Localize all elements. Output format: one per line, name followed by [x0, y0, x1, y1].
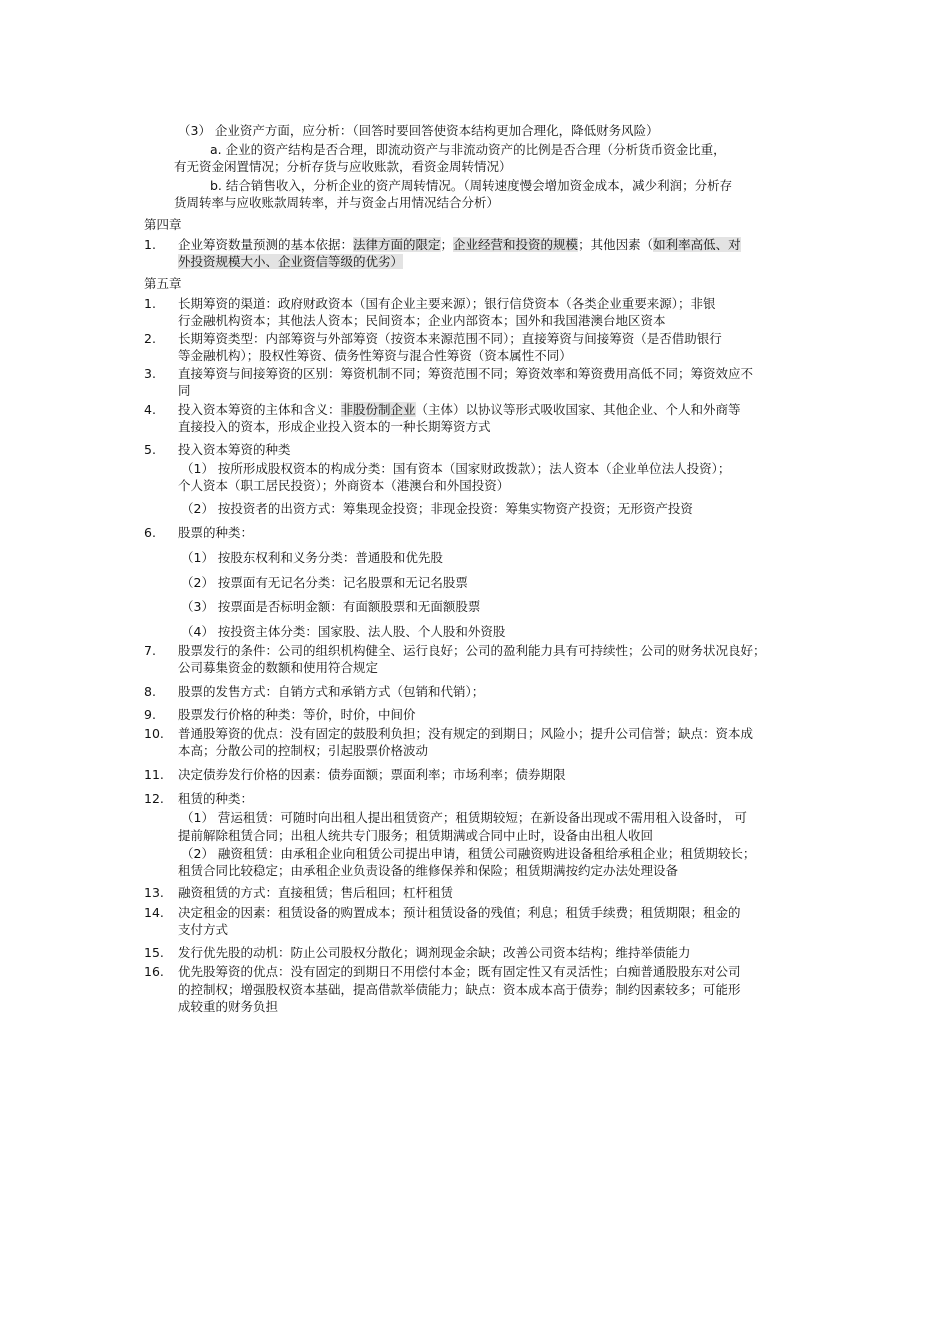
ch5-item-12-line1: 租赁的种类： [178, 791, 254, 806]
ch5-item-10-line2: 本高；分散公司的控制权；引起股票价格波动 [178, 743, 429, 758]
ch5-item-12-sub1-line2: 提前解除租赁合同；出租人统共专门服务；租赁期满或合同中止时，设备由出租人收回 [178, 828, 654, 843]
ch5-item-12-sub2-line1: （2） 融资租赁：由承租企业向租赁公司提出申请，租赁公司融资购进设备租给承租企业；租赁期较长； [181, 846, 756, 861]
ch5-item-8-line1: 股票的发售方式：自销方式和承销方式（包销和代销）； [178, 684, 485, 699]
ch4-text: 企业筹资数量预测的基本依据： [178, 237, 354, 252]
ch5-item-6-sub3: （3） 按票面是否标明金额：有面额股票和无面额股票 [181, 599, 481, 614]
ch5-item-number: 10. [144, 726, 164, 741]
ch5-item-2-line2: 等金融机构）；股权性筹资、债务性筹资与混合性筹资（资本属性不同） [178, 348, 572, 363]
ch5-item-number: 13. [144, 885, 164, 900]
ch5-item-4-line1 [178, 401, 741, 419]
ch5-item-16-line1: 优先股筹资的优点：没有固定的到期日不用偿付本金；既有固定性又有灵活性；白痴普通股股东对公司 [178, 964, 741, 979]
ch5-item-number: 5. [144, 442, 156, 457]
ch5-item-11-line1: 决定债券发行价格的因素：债券面额；票面利率；市场利率；债券期限 [178, 767, 566, 782]
ch5-item-number: 15. [144, 945, 164, 960]
chapter-5-title: 第五章 [144, 276, 182, 291]
ch5-item-number: 1. [144, 296, 156, 311]
ch5-item-number: 11. [144, 767, 164, 782]
ch5-item-9-line1: 股票发行价格的种类：等价，时价，中间价 [178, 707, 416, 722]
ch5-item-number: 7. [144, 643, 156, 658]
ch5-item-number: 8. [144, 684, 156, 699]
highlight-non-joint-stock: 非股份制企业 [340, 402, 416, 417]
ch4-item-1-line2 [178, 253, 403, 271]
ch5-item-5-sub1-line2: 个人资本（职工居民投资）；外商资本（港澳台和外国投资） [178, 478, 510, 493]
asset-analysis-a-line2: 有无资金闲置情况；分析存货与应收账款，看资金周转情况） [174, 159, 512, 174]
ch5-item-5-sub2: （2） 按投资者的出资方式：筹集现金投资；非现金投资：筹集实物资产投资；无形资产投资 [181, 501, 693, 516]
ch5-item-3-line2: 同 [178, 383, 191, 398]
asset-analysis-a-line1: a. 企业的资产结构是否合理，即流动资产与非流动资产的比例是否合理（分析货币资金比重， [210, 142, 726, 157]
ch5-text: （主体）以协议等形式吸收国家、其他企业、个人和外商等 [415, 402, 741, 417]
ch5-item-12-sub1-line1: （1） 营运租赁：可随时向出租人提出租赁资产；租赁期较短；在新设备出现或不需用租入设备时， 可 [181, 810, 747, 825]
ch4-text: ； [440, 237, 454, 252]
ch5-item-6-sub2: （2） 按票面有无记名分类：记名股票和无记名股票 [181, 575, 468, 590]
ch5-item-5-line1: 投入资本筹资的种类 [178, 442, 291, 457]
ch5-item-number: 3. [144, 366, 156, 381]
ch5-item-7-line2: 公司募集资金的数额和使用符合规定 [178, 660, 379, 675]
ch5-item-2-line1: 长期筹资类型：内部筹资与外部筹资（按资本来源范围不同）；直接筹资与间接筹资（是否借助银行 [178, 331, 722, 346]
ch5-item-1-line2: 行金融机构资本；其他法人资本；民间资本；企业内部资本；国外和我国港澳台地区资本 [178, 313, 666, 328]
ch5-item-number: 12. [144, 791, 164, 806]
ch5-item-13-line1: 融资租赁的方式：直接租赁；售后租回；杠杆租赁 [178, 885, 454, 900]
ch5-item-7-line1: 股票发行的条件：公司的组织机构健全、运行良好；公司的盈利能力具有可持续性；公司的财务状况良好； [178, 643, 766, 658]
ch5-item-number: 14. [144, 905, 164, 920]
ch5-item-number: 16. [144, 964, 164, 979]
ch5-item-6-sub4: （4） 按投资主体分类：国家股、法人股、个人股和外资股 [181, 624, 506, 639]
ch5-item-number: 9. [144, 707, 156, 722]
ch5-item-16-line2: 的控制权；增强股权资本基础，提高借款举债能力；缺点：资本成本高于债券；制约因素较多；可能形 [178, 982, 741, 997]
chapter-4-title: 第四章 [144, 217, 182, 232]
highlight-other-factors-cont: 外投资规模大小、企业资信等级的优劣） [178, 254, 404, 269]
ch4-item-1-number: 1. [144, 237, 156, 252]
ch5-text: 投入资本筹资的主体和含义： [178, 402, 341, 417]
asset-analysis-heading: （3） 企业资产方面，应分析：（回答时要回答使资本结构更加合理化，降低财务风险） [178, 123, 659, 138]
highlight-business-scale: 企业经营和投资的规模 [453, 237, 579, 252]
ch5-item-number: 4. [144, 402, 156, 417]
highlight-other-factors: 如利率高低、对 [653, 237, 741, 252]
ch5-item-number: 6. [144, 525, 156, 540]
ch5-item-12-sub2-line2: 租赁合同比较稳定；由承租企业负责设备的维修保养和保险；租赁期满按约定办法处理设备 [178, 863, 679, 878]
ch5-item-number: 2. [144, 331, 156, 346]
ch5-item-1-line1: 长期筹资的渠道：政府财政资本（国有企业主要来源）；银行信贷资本（各类企业重要来源）；非银 [178, 296, 716, 311]
ch5-item-6-line1: 股票的种类： [178, 525, 254, 540]
asset-analysis-b-line1: b. 结合销售收入，分析企业的资产周转情况。（周转速度慢会增加资金成本，减少利润；分析存 [210, 178, 733, 193]
ch4-text: ；其他因素（ [578, 237, 654, 252]
ch5-item-15-line1: 发行优先股的动机：防止公司股权分散化；调剂现金余缺；改善公司资本结构；维持举债能力 [178, 945, 691, 960]
highlight-legal-limits: 法律方面的限定 [353, 237, 441, 252]
ch5-item-5-sub1-line1: （1） 按所形成股权资本的构成分类：国有资本（国家财政拨款）；法人资本（企业单位法人投资）； [181, 461, 731, 476]
ch5-item-3-line1: 直接筹资与间接筹资的区别：筹资机制不同；筹资范围不同；筹资效率和筹资费用高低不同；筹资效应不 [178, 366, 754, 381]
ch5-item-6-sub1: （1） 按股东权利和义务分类：普通股和优先股 [181, 550, 443, 565]
ch5-item-14-line2: 支付方式 [178, 922, 229, 937]
ch5-item-14-line1: 决定租金的因素：租赁设备的购置成本；预计租赁设备的残值；利息；租赁手续费；租赁期限；租金的 [178, 905, 741, 920]
ch4-item-1-line1 [178, 236, 741, 254]
asset-analysis-b-line2: 货周转率与应收账款周转率，并与资金占用情况结合分析） [174, 195, 500, 210]
ch5-item-16-line3: 成较重的财务负担 [178, 999, 279, 1014]
ch5-item-4-line2: 直接投入的资本，形成企业投入资本的一种长期筹资方式 [178, 419, 491, 434]
ch5-item-10-line1: 普通股筹资的优点：没有固定的鼓股利负担；没有规定的到期日；风险小；提升公司信誉；缺点：资本成 [178, 726, 754, 741]
